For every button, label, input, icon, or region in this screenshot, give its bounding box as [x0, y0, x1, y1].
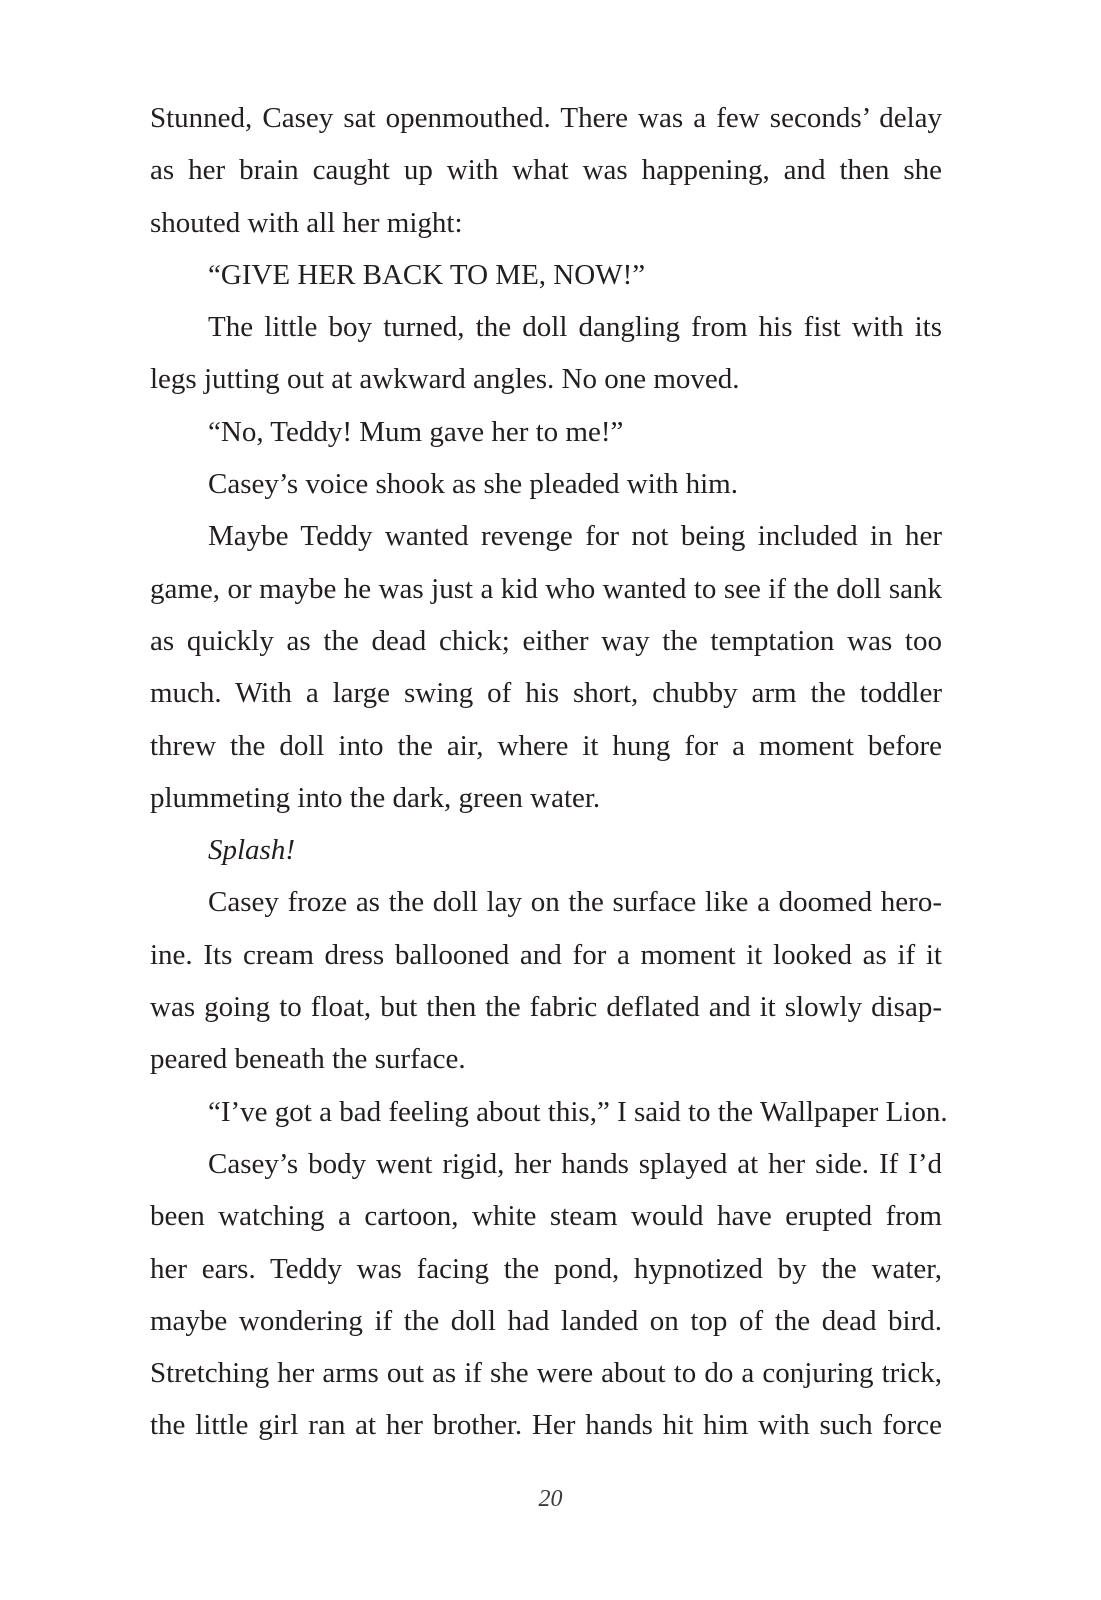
text-line: Maybe Teddy wanted revenge for not being included in her [208, 520, 942, 553]
text-line: maybe wondering if the doll had landed on top of the dead bird. [150, 1304, 942, 1337]
text-line: “I’ve got a bad feeling about this,” I said to the Wallpaper Lion. [208, 1095, 948, 1128]
text-line: Splash! [208, 834, 295, 867]
text-line: threw the doll into the air, where it hung for a moment before [150, 729, 942, 762]
text-line: “No, Teddy! Mum gave her to me!” [208, 415, 624, 448]
text-line: peared beneath the surface. [150, 1043, 466, 1076]
text-line: Stunned, Casey sat openmouthed. There was a few seconds’ delay [150, 102, 942, 134]
text-line: Casey’s body went rigid, her hands splayed at her side. If I’d [208, 1147, 942, 1180]
text-line: her ears. Teddy was facing the pond, hypnotized by the water, [150, 1252, 942, 1285]
text-line: The little boy turned, the doll dangling from his fist with its [208, 311, 942, 344]
page-number: 20 [538, 1486, 563, 1512]
text-line: been watching a cartoon, white steam would have erupted from [150, 1200, 942, 1233]
text-line: as quickly as the dead chick; either way the temptation was too [150, 624, 942, 657]
text-line: shouted with all her might: [150, 206, 463, 239]
text-line: legs jutting out at awkward angles. No one moved. [150, 363, 740, 396]
text-line: ine. Its cream dress ballooned and for a moment it looked as if it [150, 938, 942, 971]
text-line: game, or maybe he was just a kid who wanted to see if the doll sank [150, 572, 942, 605]
text-line: Stretching her arms out as if she were about to do a conjuring trick, [150, 1357, 942, 1390]
text-line: “GIVE HER BACK TO ME, NOW!” [208, 258, 646, 291]
text-line: as her brain caught up with what was happening, and then she [150, 154, 942, 187]
page-body [150, 92, 948, 1452]
text-line: Casey’s voice shook as she pleaded with him. [208, 468, 738, 501]
text-line: was going to float, but then the fabric deflated and it slowly disap- [150, 991, 942, 1024]
text-line: the little girl ran at her brother. Her hands hit him with such force [150, 1409, 942, 1442]
text-line: Casey froze as the doll lay on the surface like a doomed hero- [208, 886, 942, 919]
text-line: much. With a large swing of his short, chubby arm the toddler [150, 677, 942, 710]
text-line: plummeting into the dark, green water. [150, 781, 601, 814]
